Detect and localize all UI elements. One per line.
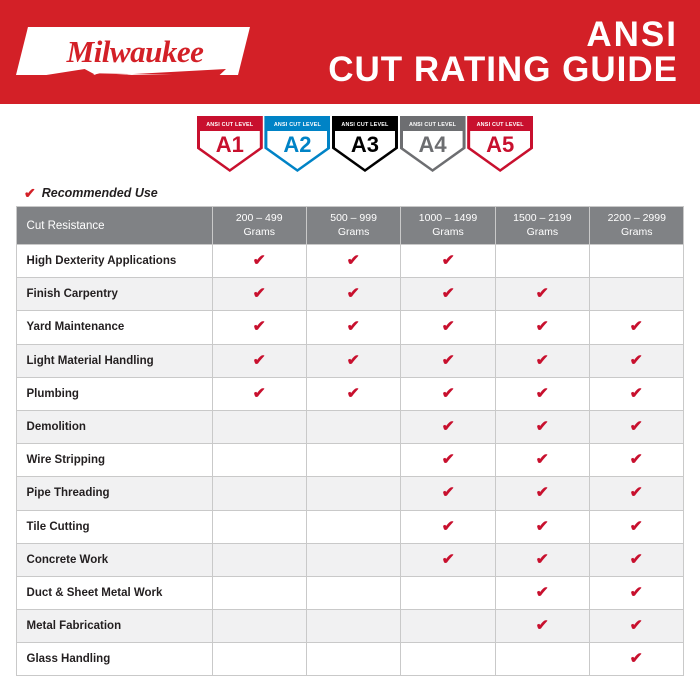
cell-recommended (401, 510, 495, 543)
cell-recommended (495, 576, 589, 609)
check-icon: ✔ (630, 650, 644, 668)
cell-empty (306, 610, 400, 643)
shield-icon (467, 116, 533, 172)
column-header-cut-resistance: Cut Resistance (16, 207, 212, 245)
cell-recommended (306, 278, 400, 311)
shield-icon (197, 116, 263, 172)
check-icon: ✔ (252, 318, 266, 336)
row-label: Yard Maintenance (16, 311, 212, 344)
row-label: Tile Cutting (16, 510, 212, 543)
cell-recommended (212, 311, 306, 344)
check-icon: ✔ (535, 351, 549, 369)
range-value: 500 – 999 (330, 212, 377, 225)
cell-recommended (590, 576, 684, 609)
legend (0, 184, 700, 206)
cell-recommended (590, 311, 684, 344)
cell-empty (212, 643, 306, 676)
shield-band-label: ANSI CUT LEVEL (206, 122, 254, 128)
shield-band (335, 119, 395, 131)
check-icon: ✔ (630, 384, 644, 402)
check-icon: ✔ (346, 351, 361, 369)
check-icon: ✔ (535, 617, 549, 635)
check-icon: ✔ (252, 351, 266, 369)
logo-wordmark: Milwaukee (66, 34, 204, 69)
shield-badge-1 (196, 104, 264, 172)
check-icon: ✔ (630, 617, 644, 635)
cell-recommended (590, 543, 684, 576)
check-icon: ✔ (535, 318, 549, 336)
shield-badge-2 (264, 104, 332, 172)
cell-recommended (306, 245, 400, 278)
cell-recommended (306, 344, 400, 377)
check-icon: ✔ (630, 418, 644, 436)
check-icon: ✔ (630, 484, 644, 502)
check-icon: ✔ (535, 517, 549, 535)
range-unit: Grams (337, 225, 370, 238)
shield-band-label: ANSI CUT LEVEL (476, 122, 524, 128)
check-icon: ✔ (441, 351, 455, 369)
shield-icon (400, 116, 466, 172)
shield-band (470, 119, 530, 131)
shield-band (200, 119, 260, 131)
shield-level-label: A3 (350, 132, 380, 157)
cell-recommended (590, 510, 684, 543)
page-header (0, 0, 700, 104)
cell-recommended (495, 510, 589, 543)
cell-empty (590, 278, 684, 311)
check-icon: ✔ (441, 318, 455, 336)
cell-recommended (306, 311, 400, 344)
page-title (328, 14, 682, 89)
check-icon: ✔ (535, 418, 549, 436)
check-icon: ✔ (535, 384, 549, 402)
cell-recommended (212, 377, 306, 410)
range-unit: Grams (621, 225, 653, 238)
cell-empty (401, 576, 495, 609)
check-icon: ✔ (535, 583, 549, 601)
row-label: Glass Handling (16, 643, 212, 676)
row-label: Metal Fabrication (16, 610, 212, 643)
cut-rating-table (16, 206, 685, 676)
shield-band (403, 119, 463, 131)
milwaukee-logo (22, 21, 252, 83)
check-icon: ✔ (346, 285, 361, 303)
cell-empty (212, 510, 306, 543)
range-value: 1500 – 2199 (513, 212, 572, 225)
check-icon: ✔ (630, 351, 644, 369)
cell-empty (306, 510, 400, 543)
table-body (16, 245, 684, 676)
cell-empty (212, 543, 306, 576)
page-title-line-2: CUT RATING GUIDE (328, 50, 678, 89)
cell-recommended (401, 477, 495, 510)
check-icon: ✔ (535, 484, 549, 502)
check-icon: ✔ (441, 484, 455, 502)
cell-recommended (590, 410, 684, 443)
table-row (16, 643, 684, 676)
cell-recommended (401, 410, 495, 443)
row-label: Concrete Work (16, 543, 212, 576)
cell-recommended (495, 278, 589, 311)
table-row (16, 278, 684, 311)
column-header-a3 (401, 207, 495, 245)
column-header-a2 (306, 207, 400, 245)
shield-level-label: A5 (486, 132, 515, 157)
cell-empty (495, 245, 589, 278)
check-icon: ✔ (630, 451, 644, 469)
check-icon: ✔ (630, 517, 644, 535)
range-value: 200 – 499 (235, 212, 283, 225)
range-unit: Grams (526, 225, 559, 238)
cell-empty (212, 444, 306, 477)
cell-recommended (401, 344, 495, 377)
cell-empty (306, 643, 400, 676)
shield-badge-4 (399, 104, 467, 172)
shield-level-label: A2 (283, 132, 312, 157)
check-icon: ✔ (535, 451, 549, 469)
shield-badge-3 (331, 104, 399, 172)
shield-band-label: ANSI CUT LEVEL (341, 122, 389, 128)
range-value: 2200 – 2999 (607, 212, 666, 225)
cell-recommended (590, 643, 684, 676)
cell-empty (306, 444, 400, 477)
check-icon: ✔ (535, 285, 549, 303)
cell-recommended (590, 610, 684, 643)
check-icon: ✔ (630, 318, 644, 336)
table-row (16, 344, 684, 377)
check-icon: ✔ (346, 318, 361, 336)
table-row (16, 610, 684, 643)
cell-recommended (401, 444, 495, 477)
ansi-cut-level-badges (0, 104, 700, 184)
cell-empty (306, 410, 400, 443)
row-label: Demolition (16, 410, 212, 443)
shield-badge-5 (466, 104, 534, 172)
table-row (16, 410, 684, 443)
cell-recommended (590, 444, 684, 477)
cell-recommended (212, 278, 306, 311)
table-row (16, 245, 684, 278)
check-icon: ✔ (252, 384, 266, 402)
cell-empty (212, 477, 306, 510)
cell-empty (306, 477, 400, 510)
check-icon: ✔ (535, 550, 549, 568)
row-label: Duct & Sheet Metal Work (16, 576, 212, 609)
page-title-line-1: ANSI (586, 14, 678, 54)
table-header (16, 207, 684, 245)
cell-recommended (495, 410, 589, 443)
check-icon: ✔ (252, 285, 266, 303)
check-icon: ✔ (346, 252, 361, 270)
cell-empty (495, 643, 589, 676)
cell-recommended (401, 311, 495, 344)
table-row (16, 510, 684, 543)
check-icon: ✔ (441, 517, 455, 535)
check-icon: ✔ (630, 550, 644, 568)
cell-empty (401, 643, 495, 676)
row-label: Light Material Handling (16, 344, 212, 377)
row-label: Pipe Threading (16, 477, 212, 510)
cell-empty (212, 610, 306, 643)
table-row (16, 377, 684, 410)
cell-empty (212, 576, 306, 609)
table-row (16, 477, 684, 510)
cell-recommended (401, 245, 495, 278)
check-icon: ✔ (630, 583, 644, 601)
legend-label: Recommended Use (41, 185, 158, 200)
range-unit: Grams (243, 225, 275, 238)
column-header-a1 (212, 207, 306, 245)
cell-recommended (495, 610, 589, 643)
table-row (16, 576, 684, 609)
cell-recommended (590, 477, 684, 510)
cell-empty (306, 576, 400, 609)
column-header-a5 (590, 207, 684, 245)
check-icon: ✔ (441, 418, 455, 436)
table-row (16, 543, 684, 576)
check-icon: ✔ (24, 184, 36, 201)
table-header-row (16, 207, 684, 245)
cell-empty (590, 245, 684, 278)
cell-empty (212, 410, 306, 443)
cell-recommended (495, 543, 589, 576)
cell-recommended (306, 377, 400, 410)
check-icon: ✔ (252, 252, 266, 270)
row-label: Plumbing (16, 377, 212, 410)
shield-icon (264, 116, 330, 172)
check-icon: ✔ (441, 285, 455, 303)
shield-icon (332, 116, 398, 172)
check-icon: ✔ (441, 384, 455, 402)
shield-level-label: A1 (215, 132, 244, 157)
shield-band-label: ANSI CUT LEVEL (273, 122, 321, 128)
range-value: 1000 – 1499 (418, 212, 478, 225)
shield-level-label: A4 (418, 132, 447, 157)
cell-recommended (212, 245, 306, 278)
row-label: Finish Carpentry (16, 278, 212, 311)
table-row (16, 311, 684, 344)
cell-empty (401, 610, 495, 643)
check-icon: ✔ (441, 252, 455, 270)
cell-recommended (212, 344, 306, 377)
cell-recommended (495, 311, 589, 344)
cell-recommended (401, 278, 495, 311)
cell-recommended (401, 543, 495, 576)
cell-empty (306, 543, 400, 576)
cell-recommended (495, 444, 589, 477)
check-icon: ✔ (346, 384, 361, 402)
cell-recommended (495, 377, 589, 410)
check-icon: ✔ (441, 451, 455, 469)
row-label: Wire Stripping (16, 444, 212, 477)
range-unit: Grams (432, 225, 464, 238)
check-icon: ✔ (441, 550, 455, 568)
shield-band (267, 119, 327, 131)
cell-recommended (495, 477, 589, 510)
table-row (16, 444, 684, 477)
row-label: High Dexterity Applications (16, 245, 212, 278)
cell-recommended (495, 344, 589, 377)
shield-band-label: ANSI CUT LEVEL (409, 122, 457, 128)
cell-recommended (590, 344, 684, 377)
cell-recommended (590, 377, 684, 410)
cell-recommended (401, 377, 495, 410)
column-header-a4 (495, 207, 589, 245)
